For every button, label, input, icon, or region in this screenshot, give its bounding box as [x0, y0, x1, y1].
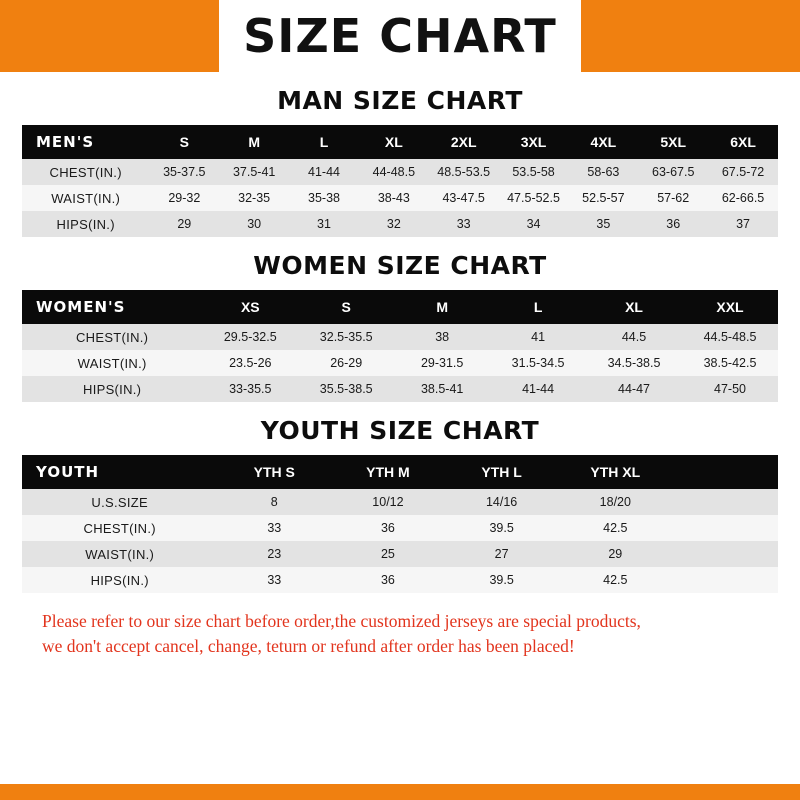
youth-chest-l: 39.5	[445, 515, 559, 541]
men-size-table	[22, 125, 778, 237]
youth-col-spacer	[672, 455, 778, 489]
youth-chest-m: 36	[331, 515, 445, 541]
women-header-label: WOMEN'S	[22, 290, 202, 324]
women-chest-xxl: 44.5-48.5	[682, 324, 778, 350]
men-col-xl: XL	[359, 125, 429, 159]
youth-col-s: YTH S	[217, 455, 331, 489]
women-hips-l: 41-44	[490, 376, 586, 402]
men-waist-xl: 38-43	[359, 185, 429, 211]
men-chest-m: 37.5-41	[219, 159, 289, 185]
youth-ussize-l: 14/16	[445, 489, 559, 515]
youth-ussize-s: 8	[217, 489, 331, 515]
women-row-chest-label: CHEST(IN.)	[22, 324, 202, 350]
youth-col-m: YTH M	[331, 455, 445, 489]
men-col-s: S	[149, 125, 219, 159]
men-waist-4xl: 52.5-57	[568, 185, 638, 211]
youth-hips-xl: 42.5	[558, 567, 672, 593]
women-chest-s: 32.5-35.5	[298, 324, 394, 350]
table-header-row	[22, 455, 778, 489]
men-hips-s: 29	[149, 211, 219, 237]
women-waist-xl: 34.5-38.5	[586, 350, 682, 376]
youth-chest-s: 33	[217, 515, 331, 541]
page-title: SIZE CHART	[219, 0, 581, 72]
youth-waist-m: 25	[331, 541, 445, 567]
table-header-row	[22, 125, 778, 159]
men-chest-5xl: 63-67.5	[638, 159, 708, 185]
youth-row-waist-label: WAIST(IN.)	[22, 541, 217, 567]
men-waist-5xl: 57-62	[638, 185, 708, 211]
table-row	[22, 567, 778, 593]
men-col-2xl: 2XL	[429, 125, 499, 159]
men-table-body	[22, 159, 778, 237]
men-col-m: M	[219, 125, 289, 159]
men-waist-6xl: 62-66.5	[708, 185, 778, 211]
youth-header-label: YOUTH	[22, 455, 217, 489]
women-col-m: M	[394, 290, 490, 324]
table-row	[22, 324, 778, 350]
men-waist-m: 32-35	[219, 185, 289, 211]
table-row	[22, 185, 778, 211]
men-chest-4xl: 58-63	[568, 159, 638, 185]
men-row-hips-label: HIPS(IN.)	[22, 211, 149, 237]
table-row	[22, 159, 778, 185]
women-hips-m: 38.5-41	[394, 376, 490, 402]
men-row-chest-label: CHEST(IN.)	[22, 159, 149, 185]
women-hips-xl: 44-47	[586, 376, 682, 402]
youth-waist-l: 27	[445, 541, 559, 567]
men-hips-4xl: 35	[568, 211, 638, 237]
men-waist-s: 29-32	[149, 185, 219, 211]
women-row-waist-label: WAIST(IN.)	[22, 350, 202, 376]
women-col-xxl: XXL	[682, 290, 778, 324]
men-table-head	[22, 125, 778, 159]
women-col-s: S	[298, 290, 394, 324]
men-col-5xl: 5XL	[638, 125, 708, 159]
women-row-hips-label: HIPS(IN.)	[22, 376, 202, 402]
youth-row-hips-label: HIPS(IN.)	[22, 567, 217, 593]
men-col-6xl: 6XL	[708, 125, 778, 159]
women-size-table	[22, 290, 778, 402]
content	[0, 86, 800, 660]
table-row	[22, 515, 778, 541]
youth-ussize-xl: 18/20	[558, 489, 672, 515]
youth-ussize-spacer	[672, 489, 778, 515]
women-chest-m: 38	[394, 324, 490, 350]
youth-table-head	[22, 455, 778, 489]
men-hips-xl: 32	[359, 211, 429, 237]
table-row	[22, 350, 778, 376]
women-chest-xl: 44.5	[586, 324, 682, 350]
section-title-women: WOMEN SIZE CHART	[253, 251, 547, 280]
header-band-right	[688, 0, 800, 72]
youth-waist-xl: 29	[558, 541, 672, 567]
youth-chest-spacer	[672, 515, 778, 541]
youth-row-ussize-label: U.S.SIZE	[22, 489, 217, 515]
youth-waist-s: 23	[217, 541, 331, 567]
women-table-body	[22, 324, 778, 402]
men-chest-s: 35-37.5	[149, 159, 219, 185]
footer-note	[22, 609, 778, 660]
youth-hips-s: 33	[217, 567, 331, 593]
footer-note-line-2: we don't accept cancel, change, teturn or refund after order has been placed!	[42, 636, 575, 657]
men-col-3xl: 3XL	[499, 125, 569, 159]
youth-waist-spacer	[672, 541, 778, 567]
men-row-waist-label: WAIST(IN.)	[22, 185, 149, 211]
table-row	[22, 376, 778, 402]
header-band-left	[0, 0, 112, 72]
women-waist-l: 31.5-34.5	[490, 350, 586, 376]
women-waist-s: 26-29	[298, 350, 394, 376]
women-waist-xxl: 38.5-42.5	[682, 350, 778, 376]
men-chest-l: 41-44	[289, 159, 359, 185]
youth-col-l: YTH L	[445, 455, 559, 489]
women-col-xs: XS	[202, 290, 298, 324]
footer-note-line-1: Please refer to our size chart before order,the customized jerseys are special products,	[42, 611, 641, 631]
men-hips-3xl: 34	[499, 211, 569, 237]
bottom-band	[0, 784, 800, 800]
men-header-label: MEN'S	[22, 125, 149, 159]
women-hips-xxl: 47-50	[682, 376, 778, 402]
men-chest-xl: 44-48.5	[359, 159, 429, 185]
women-waist-m: 29-31.5	[394, 350, 490, 376]
youth-col-xl: YTH XL	[558, 455, 672, 489]
women-chest-xs: 29.5-32.5	[202, 324, 298, 350]
men-waist-l: 35-38	[289, 185, 359, 211]
youth-size-table	[22, 455, 778, 593]
men-hips-m: 30	[219, 211, 289, 237]
youth-hips-spacer	[672, 567, 778, 593]
men-waist-3xl: 47.5-52.5	[499, 185, 569, 211]
header-band	[0, 0, 800, 72]
men-hips-2xl: 33	[429, 211, 499, 237]
men-col-4xl: 4XL	[568, 125, 638, 159]
women-col-xl: XL	[586, 290, 682, 324]
women-waist-xs: 23.5-26	[202, 350, 298, 376]
table-header-row	[22, 290, 778, 324]
section-title-man: MAN SIZE CHART	[277, 86, 523, 115]
women-col-l: L	[490, 290, 586, 324]
youth-hips-m: 36	[331, 567, 445, 593]
men-hips-l: 31	[289, 211, 359, 237]
women-chest-l: 41	[490, 324, 586, 350]
men-waist-2xl: 43-47.5	[429, 185, 499, 211]
men-chest-6xl: 67.5-72	[708, 159, 778, 185]
table-row	[22, 541, 778, 567]
men-hips-6xl: 37	[708, 211, 778, 237]
men-chest-2xl: 48.5-53.5	[429, 159, 499, 185]
youth-row-chest-label: CHEST(IN.)	[22, 515, 217, 541]
youth-hips-l: 39.5	[445, 567, 559, 593]
table-row	[22, 489, 778, 515]
youth-ussize-m: 10/12	[331, 489, 445, 515]
women-hips-s: 35.5-38.5	[298, 376, 394, 402]
women-table-head	[22, 290, 778, 324]
men-chest-3xl: 53.5-58	[499, 159, 569, 185]
youth-table-body	[22, 489, 778, 593]
men-hips-5xl: 36	[638, 211, 708, 237]
table-row	[22, 211, 778, 237]
women-hips-xs: 33-35.5	[202, 376, 298, 402]
youth-chest-xl: 42.5	[558, 515, 672, 541]
men-col-l: L	[289, 125, 359, 159]
section-title-youth: YOUTH SIZE CHART	[260, 416, 540, 445]
